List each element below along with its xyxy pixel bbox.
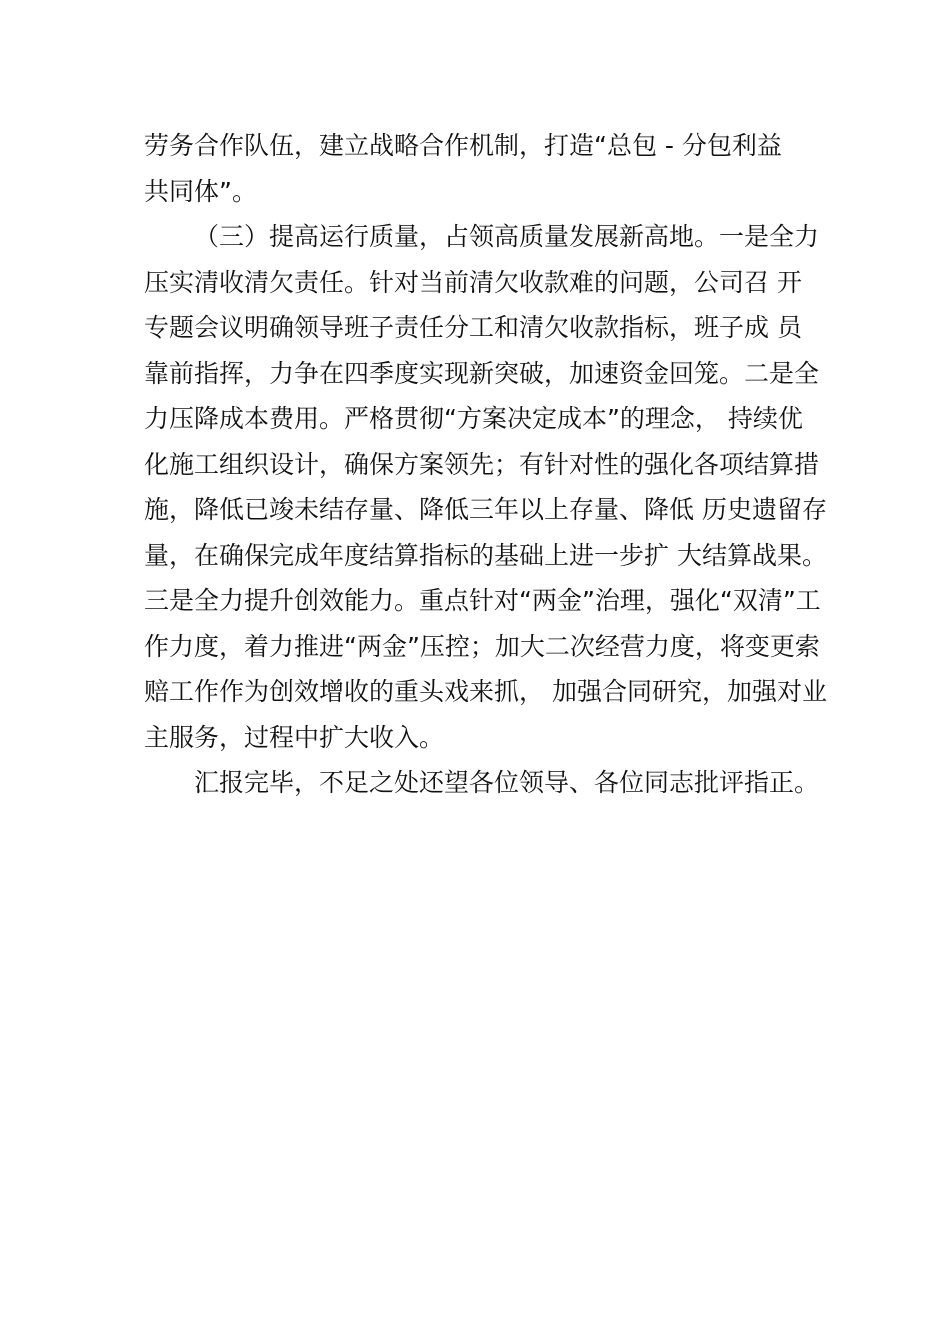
text-line: 三是全力提升创效能力。重点针对“两金”治理，强化“双清”工 xyxy=(144,586,821,615)
section-heading-line: （三）提高运行质量，占领高质量发展新高地。一是全力 xyxy=(194,222,820,251)
document-body xyxy=(144,123,844,806)
text-line: 量，在确保完成年度结算指标的基础上进一步扩 大结算战果。 xyxy=(144,540,827,570)
text-line: 施，降低已竣未结存量、降低三年以上存量、降低 历史遗留存 xyxy=(144,495,827,524)
text-line: 劳务合作队伍，建立战略合作机制，打造“总包 - 分包利益 xyxy=(144,131,782,160)
text-line: 主服务，过程中扩大收入。 xyxy=(144,722,445,752)
text-line: 力压降成本费用。严格贯彻“方案决定成本”的理念， 持续优 xyxy=(144,404,803,433)
text-line: 专题会议明确领导班子责任分工和清欠收款指标，班子成 员 xyxy=(144,313,802,342)
text-line: 共同体”。 xyxy=(144,176,257,206)
text-line: 靠前指挥，力争在四季度实现新突破，加速资金回笼。二是全 xyxy=(144,358,820,388)
text-line: 作力度，着力推进“两金”压控；加大二次经营力度，将变更索 xyxy=(144,631,820,661)
text-line: 化施工组织设计，确保方案领先；有针对性的强化各项结算措 xyxy=(144,449,820,479)
text-line: 压实清收清欠责任。针对当前清欠收款难的问题，公司召 开 xyxy=(144,267,802,297)
text-line: 赔工作作为创效增收的重头戏来抓， 加强合同研究，加强对业 xyxy=(144,677,827,706)
closing-line: 汇报完毕，不足之处还望各位领导、各位同志批评指正。 xyxy=(194,768,820,797)
